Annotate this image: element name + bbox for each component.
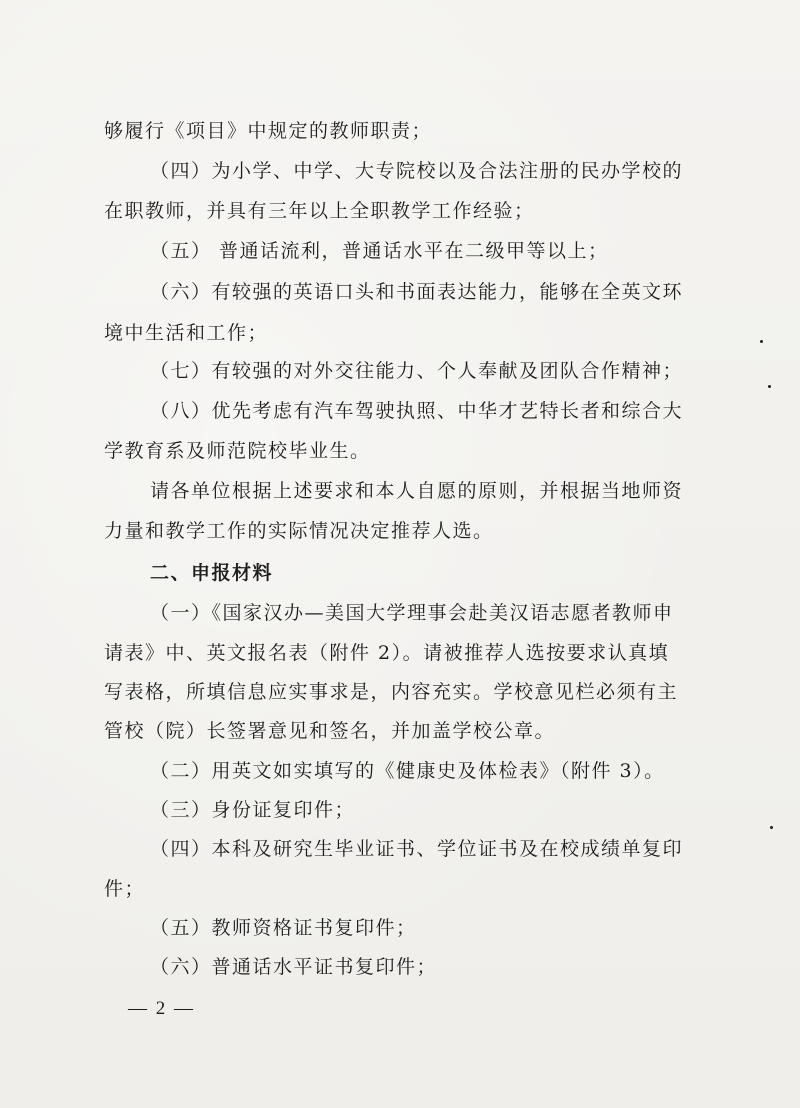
text-line-3: 在职教师，并具有三年以上全职教学工作经验； xyxy=(104,200,535,222)
section-heading: 二、申报材料 xyxy=(150,562,274,584)
text-line-22: （六）普通话水平证书复印件； xyxy=(150,956,438,978)
text-line-11: 力量和教学工作的实际情况决定推荐人选。 xyxy=(104,520,494,542)
text-line-8: （八）优先考虑有汽车驾驶执照、中华才艺特长者和综合大 xyxy=(150,400,684,422)
text-line-1: 够履行《项目》中规定的教师职责； xyxy=(104,120,433,142)
scan-speck xyxy=(768,385,771,388)
text-line-19: （四）本科及研究生毕业证书、学位证书及在校成绩单复印 xyxy=(150,838,684,860)
text-line-21: （五）教师资格证书复印件； xyxy=(150,917,417,939)
text-line-18: （三）身份证复印件； xyxy=(150,799,356,821)
scan-speck xyxy=(770,826,773,829)
text-line-10: 请各单位根据上述要求和本人自愿的原则，并根据当地师资 xyxy=(150,480,684,502)
page-number: — 2 — xyxy=(128,998,195,1019)
text-line-6: 境中生活和工作； xyxy=(104,322,269,344)
scan-speck xyxy=(760,340,763,343)
text-line-14: 请表》中、英文报名表（附件 2）。请被推荐人选按要求认真填 xyxy=(104,642,670,664)
text-line-4: （五） 普通话流利，普通话水平在二级甲等以上； xyxy=(150,240,609,262)
text-line-16: 管校（院）长签署意见和签名，并加盖学校公章。 xyxy=(104,720,556,742)
text-line-13: （一）《国家汉办—美国大学理事会赴美汉语志愿者教师申 xyxy=(150,602,674,624)
text-line-2: （四）为小学、中学、大专院校以及合法注册的民办学校的 xyxy=(150,160,684,182)
text-line-20: 件； xyxy=(104,878,146,900)
text-line-17: （二）用英文如实填写的《健康史及体检表》（附件 3）。 xyxy=(150,760,665,782)
text-line-7: （七）有较强的对外交往能力、个人奉献及团队合作精神； xyxy=(150,360,684,382)
text-line-9: 学教育系及师范院校毕业生。 xyxy=(104,440,371,462)
text-line-5: （六）有较强的英语口头和书面表达能力，能够在全英文环 xyxy=(150,281,684,303)
text-line-15: 写表格，所填信息应实事求是，内容充实。学校意见栏必须有主 xyxy=(104,681,679,703)
